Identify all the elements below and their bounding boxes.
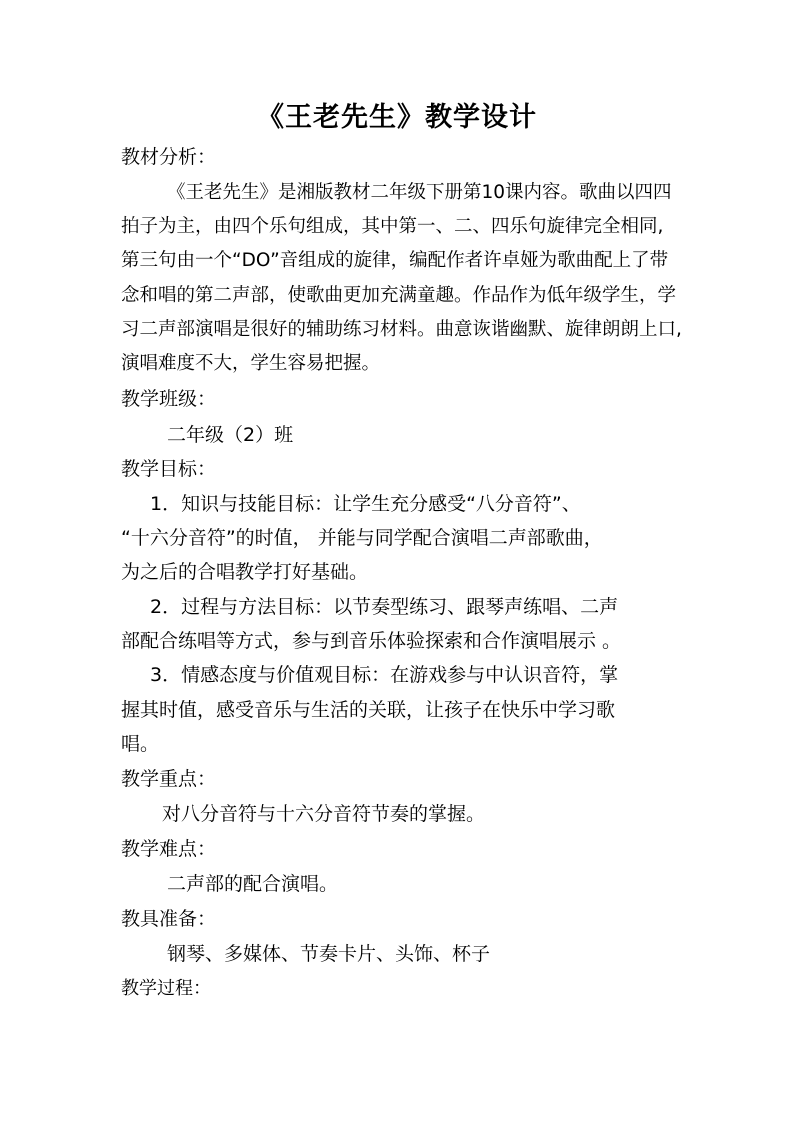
- analysis-line: 第三句由一个“DO”音组成的旋律，编配作者许卓娅为歌曲配上了带: [121, 250, 669, 271]
- section-heading-difficulty: 教学难点：: [121, 838, 217, 860]
- goal-line: 1．知识与技能目标：让学生充分感受“八分音符”、: [150, 493, 581, 515]
- analysis-line: 念和唱的第二声部，使歌曲更加充满童趣。作品作为低年级学生，学: [121, 285, 677, 306]
- goal-line: “十六分音符”的时值， 并能与同学配合演唱二声部歌曲，: [121, 527, 603, 549]
- section-heading-goals: 教学目标：: [121, 458, 217, 480]
- analysis-line: 拍子为主，由四个乐句组成，其中第一、二、四乐句旋律完全相同,: [121, 216, 664, 237]
- goal-line: 唱。: [121, 733, 160, 755]
- goal-line: 部配合练唱等方式，参与到音乐体验探索和合作演唱展示 。: [121, 630, 622, 652]
- section-heading-key-point: 教学重点：: [121, 768, 217, 790]
- section-heading-analysis: 教材分析：: [121, 146, 217, 168]
- key-point-text: 对八分音符与十六分音符节奏的掌握。: [162, 803, 486, 825]
- section-heading-class: 教学班级：: [121, 388, 217, 410]
- document-title: 《王老先生》教学设计: [257, 102, 537, 133]
- section-heading-process: 教学过程：: [121, 978, 211, 999]
- analysis-line: 演唱难度不大，学生容易把握。: [121, 353, 381, 374]
- analysis-line: 《王老先生》是湘版教材二年级下册第10课内容。歌曲以四四: [167, 182, 672, 203]
- goal-line: 握其时值，感受音乐与生活的关联，让孩子在快乐中学习歌: [121, 699, 616, 721]
- materials-text: 钢琴、多媒体、节奏卡片、头饰、杯子: [167, 943, 491, 965]
- goal-line: 3．情感态度与价值观目标：在游戏参与中认识音符，掌: [150, 664, 619, 686]
- analysis-line: 习二声部演唱是很好的辅助练习材料。曲意诙谐幽默、旋律朗朗上口,: [121, 319, 682, 340]
- goal-line: 2．过程与方法目标：以节奏型练习、跟琴声练唱、二声: [150, 596, 619, 618]
- section-heading-materials: 教具准备：: [121, 908, 217, 930]
- goal-line: 为之后的合唱教学打好基础。: [121, 561, 369, 583]
- class-text: 二年级（2）班: [167, 424, 294, 446]
- difficulty-text: 二声部的配合演唱。: [167, 873, 339, 895]
